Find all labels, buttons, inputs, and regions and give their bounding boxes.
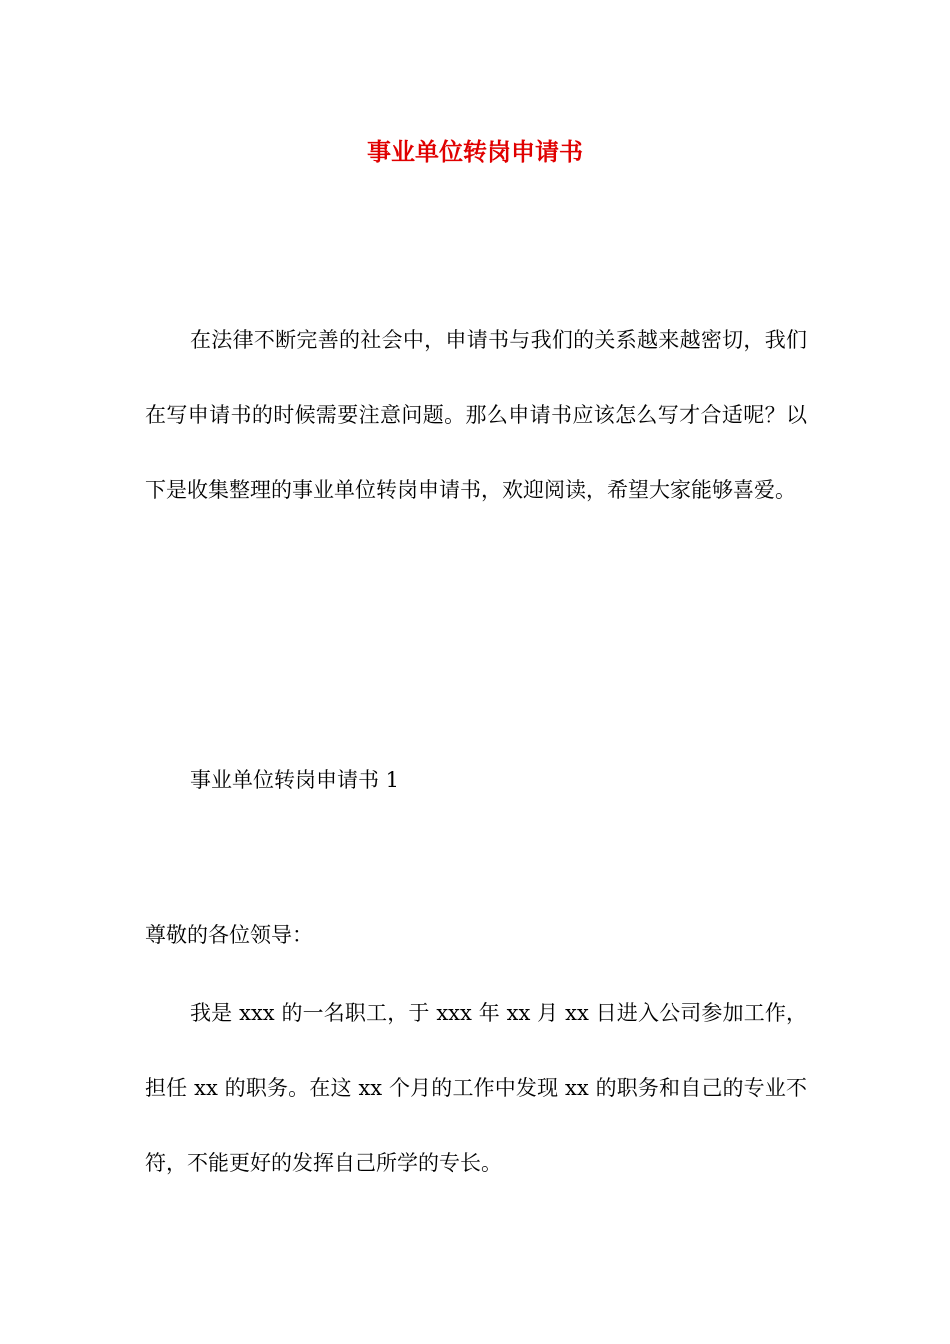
document-title: 事业单位转岗申请书 — [367, 137, 583, 166]
intro-paragraph: 在法律不断完善的社会中，申请书与我们的关系越来越密切，我们在写申请书的时候需要注意问题。那么申请书应该怎么写才合适呢？以下是收集整理的事业单位转岗申请书，欢迎阅读，希望大家能够喜爱。 — [145, 328, 807, 502]
salutation: 尊敬的各位领导： — [145, 923, 313, 947]
section-heading: 事业单位转岗申请书 1 — [190, 768, 400, 792]
body-paragraph: 我是 xxx 的一名职工，于 xxx 年 xx 月 xx 日进入公司参加工作，担任 xx 的职务。在这 xx 个月的工作中发现 xx 的职务和自己的专业不符，不能更好的发挥自己所学的专长。 — [145, 1001, 807, 1175]
